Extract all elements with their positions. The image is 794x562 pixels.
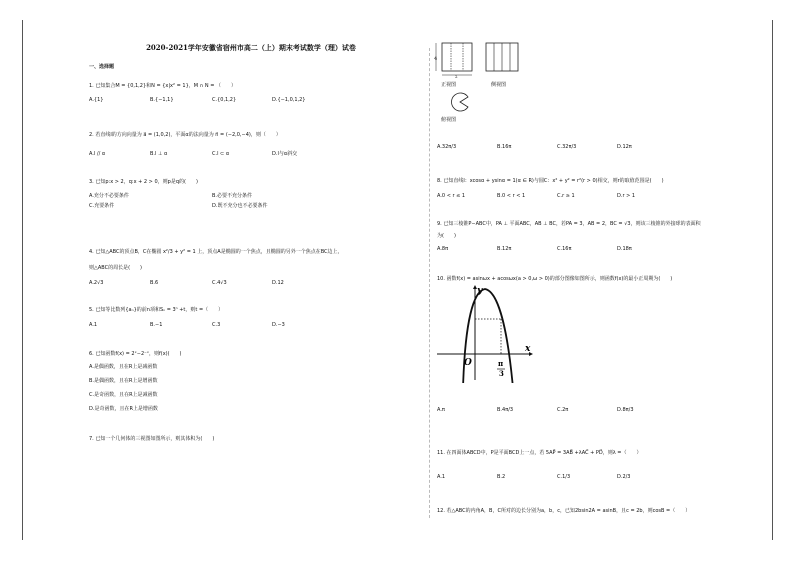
q6-option-a: A.是偶函数，且在R上是减函数 [89, 364, 158, 370]
q2-option-c: C.l ⊂ α [212, 151, 230, 157]
q4-option-d: D.12 [272, 280, 284, 286]
q7-option-a: A.32π/3 [437, 144, 457, 150]
x-axis-label: x [525, 344, 531, 354]
q3-stem: 3. 已知p:x > 2，q:x + 2 > 0，则p是q的( ) [89, 179, 198, 185]
pi-label: π [498, 359, 504, 368]
function-graph [435, 283, 535, 383]
q3-option-a: A.充分不必要条件 [89, 193, 129, 199]
q8-option-c: C.r ≥ 1 [557, 193, 575, 199]
q2-option-d: D.l与α斜交 [272, 151, 298, 157]
q11-option-a: A.1 [437, 474, 446, 480]
q6-option-c: C.是奇函数，且在R上是减函数 [89, 392, 158, 398]
q2-stem: 2. 若直线l的方向向量为 a⃗ = (1,0,2)，平面α的法向量为 n⃗ = (−2,0,−4)，则（ ） [89, 132, 281, 138]
q9-option-b: B.12π [497, 246, 512, 252]
origin-label: O [464, 358, 472, 368]
q10-option-c: C.2π [557, 407, 569, 413]
top-view-label: 俯视图 [441, 117, 457, 123]
y-axis-label: y [477, 286, 483, 296]
q11-option-c: C.1/3 [557, 474, 571, 480]
q10-option-d: D.8π/3 [617, 407, 634, 413]
q9-option-a: A.8π [437, 246, 449, 252]
q7-option-c: C.32π/3 [557, 144, 577, 150]
q11-option-d: D.2/3 [617, 474, 631, 480]
q5-option-b: B.−1 [150, 322, 163, 328]
q11-stem: 11. 在四面体ABCD中，P是平面BCD上一点，若 5AP⃗ = 3AB⃗ +λAC⃗ + PD⃗，则λ =（ ） [437, 450, 642, 456]
right-border [772, 20, 773, 540]
q1-option-d: D.{−1,0,1,2} [272, 97, 306, 103]
q4-stem: 4. 已知△ABC的顶点B，C在椭圆 x²/3 + y² = 1 上，顶点A是椭圆的一个焦点，且椭圆的另外一个焦点在BC边上， [89, 249, 343, 255]
q6-option-d: D.是奇函数，且在R上是增函数 [89, 406, 158, 412]
q2-option-a: A.l // α [89, 151, 106, 157]
page-title: 2020-2021学年安徽省宿州市高二（上）期末考试数学（理）试卷 [146, 43, 356, 52]
q4-option-b: B.6 [150, 280, 159, 286]
q2-option-b: B.l ⊥ α [150, 151, 168, 157]
front-view-rect [442, 43, 472, 71]
q8-option-a: A.0 < r ≤ 1 [437, 193, 466, 199]
q3-option-d: D.既不充分也不必要条件 [212, 203, 268, 209]
q5-stem: 5. 已知等比数列{aₙ}的前n项和Sₙ = 3ⁿ +t，则t =（ ） [89, 307, 224, 313]
q9-stem-cont: 为( ) [437, 233, 456, 239]
q3-option-c: C.充要条件 [89, 203, 115, 209]
q9-option-d: D.18π [617, 246, 632, 252]
q1-option-a: A.{1} [89, 97, 104, 103]
dim-4-label: 4 [434, 56, 438, 62]
q5-option-c: C.3 [212, 322, 221, 328]
q10-stem: 10. 函数f(x) = asinωx + acosωx(a > 0,ω > 0)的部分图像如图所示，则函数f(x)的最小正周期为( ) [437, 276, 673, 282]
q1-stem: 1. 已知集合M = {0,1,2}和N = {x|x² = 1}，M ∩ N = （ ） [89, 83, 237, 89]
q7-option-d: D.12π [617, 144, 632, 150]
front-view-label: 正视图 [441, 82, 457, 88]
q9-stem: 9. 已知三棱锥P−ABC中，PA ⊥ 平面ABC，AB ⊥ BC，若PA = 3，AB = 2，BC = √3，则该三棱锥的外接球的表面积 [437, 221, 701, 227]
sine-curve [463, 289, 513, 383]
q5-option-d: D.−3 [272, 322, 285, 328]
q4-option-c: C.4√3 [212, 280, 227, 286]
column-divider [429, 48, 431, 518]
left-border [22, 20, 23, 540]
q7-stem: 7. 已知一个几何体的三视图如图所示，则其体积为( ) [89, 436, 215, 442]
q10-option-a: A.π [437, 407, 445, 413]
q4-stem-cont: 则△ABC的周长是( ) [89, 265, 143, 271]
q11-option-b: B.2 [497, 474, 506, 480]
q9-option-c: C.16π [557, 246, 572, 252]
q1-option-b: B.{−1,1} [150, 97, 174, 103]
dim-2-label: 2 [455, 74, 458, 79]
side-view-label: 侧视图 [491, 82, 507, 88]
q6-stem: 6. 已知函数f(x) = 2ˣ−2⁻ˣ，则f(x)( ) [89, 351, 182, 357]
q4-option-a: A.2√3 [89, 280, 104, 286]
q8-option-b: B.0 < r < 1 [497, 193, 526, 199]
q8-stem: 8. 已知直线l：xcosα + ysinα = 1(α ∈ R)与圆C：x² + y² = r²(r > 0)相交，则r的取值范围是( ) [437, 178, 664, 184]
q7-option-b: B.16π [497, 144, 512, 150]
section-heading: 一、选择题 [89, 64, 115, 70]
q12-stem: 12. 若△ABC的内角A，B，C所对的边长分别为a，b，c，已知2bsin2A = asinB，且c = 2b，则cosB =（ ） [437, 508, 691, 514]
q3-option-b: B.必要不充分条件 [212, 193, 253, 199]
q8-option-d: D.r > 1 [617, 193, 636, 199]
three-label: 3 [499, 369, 504, 378]
q1-option-c: C.{0,1,2} [212, 97, 237, 103]
q5-option-a: A.1 [89, 322, 98, 328]
q6-option-b: B.是偶函数，且在R上是增函数 [89, 378, 158, 384]
q10-option-b: B.4π/3 [497, 407, 514, 413]
top-view-shape [452, 93, 468, 111]
